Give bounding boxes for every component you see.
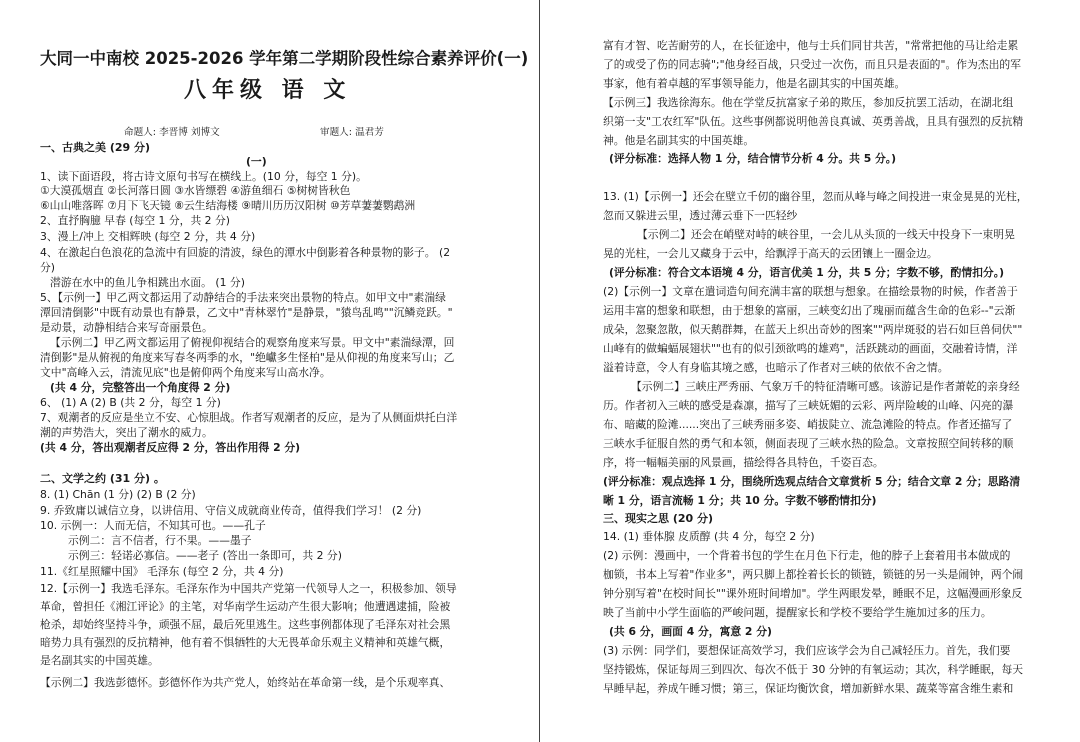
q13-line-8: 成朵，忽聚忽散，似天鹅群舞，在蓝天上织出奇妙的图案""两岸斑驳的岩石如巨兽伺伏"" <box>603 323 1023 336</box>
q13-line-2: 忽而又躲进云里，透过薄云垂下一匹轻纱 <box>603 209 798 222</box>
school-title: 大同一中南校 2025-2026 学年第二学期阶段性综合素养评价(一) <box>40 49 529 68</box>
section-1-sub: (一) <box>246 155 267 168</box>
q12-line-3: 枪杀，却始终坚持斗争，顽强不屈，最后死里逃生。这些事例都体现了毛泽东对社会黑 <box>40 618 451 631</box>
q14-line-9: 早睡早起，养成午睡习惯；第三，保证均衡饮食，增加新鲜水果、蔬菜等富含维生素和 <box>603 682 1014 695</box>
q7-line-2: 潮的声势浩大，突出了潮水的威力。 <box>40 426 213 439</box>
q13-line-7: 运用丰富的想象和联想，由于想象的富丽，三峡变幻出了瑰丽而蕴含生命的色彩--"云渐 <box>603 304 1016 317</box>
q5-line-6: 文中"高峰入云，清流见底"也是俯仰两个角度来写山高水净。 <box>40 366 331 379</box>
q14-line-1: 14. (1) 垂体腺 皮质醇 (共 4 分，每空 2 分) <box>603 530 815 543</box>
q5-line-3: 是动景，动静相结合来写奇丽景色。 <box>40 321 213 334</box>
r-line-3: 事家，他有着卓越的军事领导能力，他是名副其实的中国英雄。 <box>603 77 906 90</box>
grade-subject-title: 八年级 语 文 <box>184 78 352 103</box>
q13-line-13: 布、暗藏的险滩......突出了三峡秀丽多姿、峭拔陡立、流急滩险的特点。作者还描写了 <box>603 418 1013 431</box>
q7-score: (共 4 分，答出观潮者反应得 2 分，答出作用得 2 分) <box>40 441 301 454</box>
q1-answers-2: ⑥山山唯落晖 ⑦月下飞天镜 ⑧云生结海楼 ⑨晴川历历汉阳树 ⑩芳草萋萋鹦鹉洲 <box>40 199 416 212</box>
q10-line-1: 10. 示例一：人而无信，不知其可也。——孔子 <box>40 519 266 532</box>
r-line-6: 神。他是名副其实的中国英雄。 <box>603 134 755 147</box>
q13-line-6: (2)【示例一】文章在遣词造句间充满丰富的联想与想象。在描绘景物的时候，作者善于 <box>603 285 1018 298</box>
section-2-title: 二、文学之约 (31 分) 。 <box>40 472 165 485</box>
q13-line-15: 序，将一幅幅美丽的风景画，描绘得各具特色，千姿百态。 <box>603 456 884 469</box>
q14-line-2: (2) 示例：漫画中，一个背着书包的学生在月色下行走，他的脖子上套着用书本做成的 <box>603 549 1011 562</box>
q2: 2、直抒胸臆 早春 (每空 1 分，共 2 分) <box>40 214 230 227</box>
page-divider <box>539 0 540 742</box>
q12-line-1: 12.【示例一】我选毛泽东。毛泽东作为中国共产党第一代领导人之一，积极参加、领导 <box>40 582 457 595</box>
r-line-1: 富有才智、吃苦耐劳的人，在长征途中，他与士兵们同甘共苦，"常常把他的马让给走累 <box>603 39 1019 52</box>
section-3-title: 三、现实之思 (20 分) <box>603 512 714 525</box>
q13-score-2a: (评分标准：观点选择 1 分，围绕所选观点结合文章赏析 5 分；结合文章 2 分；思路清 <box>603 475 1021 488</box>
q5-score: (共 4 分，完整答出一个角度得 2 分) <box>50 381 231 394</box>
q12-line-5: 是名副其实的中国英雄。 <box>40 654 159 667</box>
section-1-title: 一、古典之美 (29 分) <box>40 141 151 154</box>
q3: 3、漫上/冲上 交相辉映 (每空 2 分，共 4 分) <box>40 230 256 243</box>
q4-line-1: 4、在激起白色浪花的急流中有回旋的清波，绿色的潭水中倒影着各种景物的影子。 (2 <box>40 246 451 259</box>
r-line-2: 了的或受了伤的同志骑";"他身经百战，只受过一次伤，而且只是表面的"。作为杰出的军 <box>603 58 1022 71</box>
q14-line-5: 映了当前中小学生面临的严峻问题，提醒家长和学校不要给学生施加过多的压力。 <box>603 606 992 619</box>
q13-line-9: 山峰有的做蝙蝠展翅状""也有的似引颈欲鸣的雄鸡"，活跃跳动的画面，交融着诗情，洋 <box>603 342 1018 355</box>
q12-score: (评分标准：选择人物 1 分，结合情节分析 4 分。共 5 分。) <box>609 152 897 165</box>
q5-line-1: 5、【示例一】甲乙两文都运用了动静结合的手法来突出景物的特点。如甲文中"素湍绿 <box>40 291 446 304</box>
q9: 9. 乔致庸以诚信立身，以讲信用、守信义成就商业传奇，值得我们学习！ (2 分) <box>40 504 422 517</box>
r-line-4: 【示例三】我选徐海东。他在学堂反抗富家子弟的欺压，参加反抗罢工活动，在湖北组 <box>603 96 1014 109</box>
q13-line-3: 【示例二】还会在峭壁对峙的峡谷里，一会儿从头顶的一线天中投身下一束明晃 <box>637 228 1015 241</box>
q4-line-3: 潜游在水中的鱼儿争相跳出水面。 (1 分) <box>50 276 245 289</box>
q1: 1、读下面语段，将古诗文原句书写在横线上。(10 分，每空 1 分)。 <box>40 170 367 183</box>
q6: 6、 (1) A (2) B (共 2 分，每空 1 分) <box>40 396 221 409</box>
q5-line-5: 清倒影"是从俯视的角度来写春冬两季的水，"绝巘多生怪柏"是从仰视的角度来写山；乙 <box>40 351 455 364</box>
q14-line-7: (3) 示例：同学们，要想保证高效学习，我们应该学会为自己减轻压力。首先，我们要 <box>603 644 1011 657</box>
q14-score: (共 6 分，画面 4 分，寓意 2 分) <box>609 625 772 638</box>
q14-line-4: 钟分别写着"在校时间长""课外班时间增加"。学生两眼发晕，睡眠不足，这幅漫画形象反 <box>603 587 1023 600</box>
q7-line-1: 7、观潮者的反应是坐立不安、心惊胆战。作者写观潮者的反应，是为了从侧面烘托白洋 <box>40 411 458 424</box>
q13-line-11: 【示例二】三峡庄严秀丽、气象万千的特征清晰可感。该游记是作者萧乾的亲身经 <box>631 380 1020 393</box>
setters: 命题人: 李晋博 刘博文 <box>124 127 220 138</box>
q10-line-2: 示例二：言不信者，行不果。——墨子 <box>68 534 252 547</box>
q4-line-2: 分) <box>40 261 56 274</box>
q5-line-2: 潭回清倒影"中既有动景也有静景，乙文中"青林翠竹"是静景，"猿鸟乱鸣""沉鳞竞跃。" <box>40 306 453 319</box>
q13-line-10: 溢着诗意，令人有身临其境之感，也暗示了作者对三峡的依依不舍之情。 <box>603 361 949 374</box>
q13-score-2b: 晰 1 分，语言流畅 1 分；共 10 分。字数不够酌情扣分) <box>603 494 877 507</box>
q11: 11.《红星照耀中国》 毛泽东 (每空 2 分，共 4 分) <box>40 565 284 578</box>
reviewer: 审题人: 温君芳 <box>320 127 384 138</box>
q14-line-3: 枷锁，书本上写着"作业多"，两只脚上都拴着长长的锁链，锁链的另一头是闹钟，两个闹 <box>603 568 1024 581</box>
q13-line-14: 三峡水手征服自然的勇气和本领，侧面表现了三峡水热的险急。文章按照空间转移的顺 <box>603 437 1014 450</box>
q10-line-3: 示例三：轻诺必寡信。——老子 (答出一条即可，共 2 分) <box>68 549 342 562</box>
q13-line-1: 13. (1)【示例一】还会在壁立千仞的幽谷里，忽而从峰与峰之间投进一束金晃晃的光柱， <box>603 190 1028 203</box>
q12-line-4: 暗势力具有强烈的反抗精神，他有着不惧牺牲的大无畏革命乐观主义精神和英雄气概， <box>40 636 451 649</box>
r-line-5: 织第一支"工农红军"队伍。这些事例都说明他善良真诚、英勇善战，且具有强烈的反抗精 <box>603 115 1024 128</box>
q13-line-12: 历。作者初入三峡的感受是森凛，描写了三峡妩媚的云彩、两岸险峻的山峰、闪亮的瀑 <box>603 399 1014 412</box>
right-page <box>541 0 1080 742</box>
q5-line-4: 【示例二】甲乙两文都运用了俯视仰视结合的观察角度来写景。甲文中"素湍绿潭，回 <box>50 336 455 349</box>
q12-line-6: 【示例二】我选彭德怀。彭德怀作为共产党人，始终站在革命第一线，是个乐观率真、 <box>40 676 451 689</box>
q13-score-1: (评分标准：符合文本语境 4 分，语言优美 1 分，共 5 分；字数不够，酌情扣分。) <box>609 266 1005 279</box>
q8: 8. (1) Chān (1 分) (2) B (2 分) <box>40 488 196 501</box>
q1-answers-1: ①大漠孤烟直 ②长河落日圆 ③水皆缥碧 ④游鱼细石 ⑤树树皆秋色 <box>40 184 351 197</box>
q13-line-4: 晃的光柱，一会儿又藏身于云中，给飘浮于高天的云团镶上一圈金边。 <box>603 247 938 260</box>
q12-line-2: 革命，曾担任《湘江评论》的主笔，对华南学生运动产生很大影响；他遭遇逮捕，险被 <box>40 600 451 613</box>
q14-line-8: 坚持锻炼，保证每周三到四次、每次不低于 30 分钟的有氧运动；其次，科学睡眠，每天 <box>603 663 1024 676</box>
